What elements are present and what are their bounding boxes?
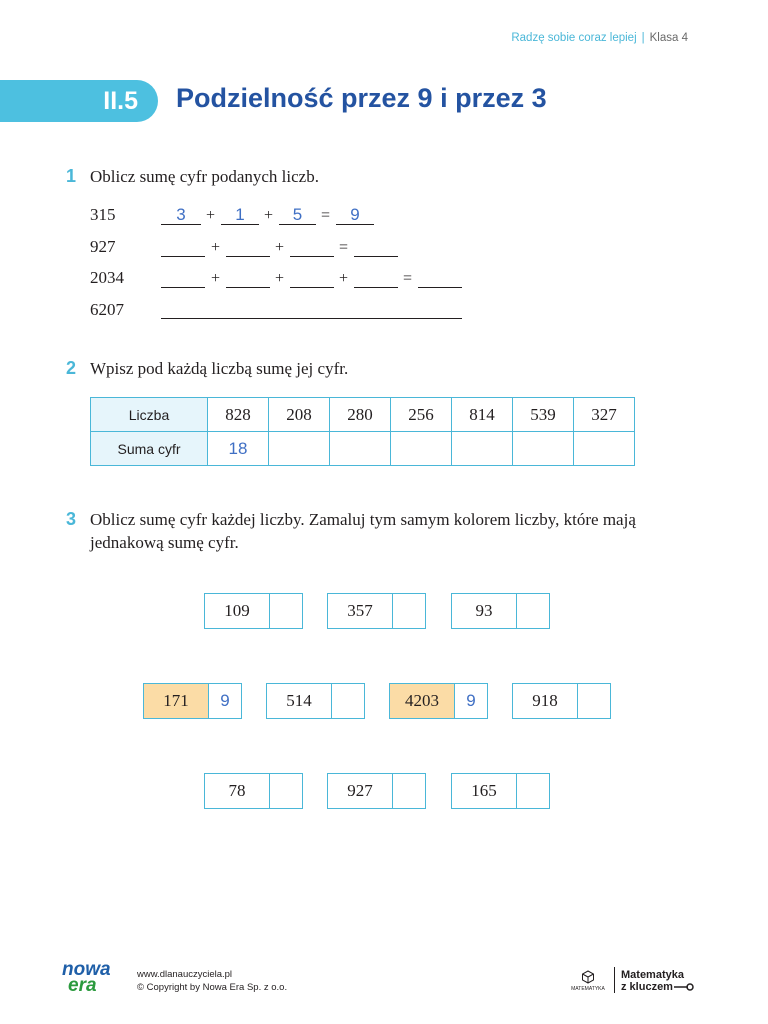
task-1-number: 927 xyxy=(90,237,116,256)
digit-blank[interactable] xyxy=(161,269,205,288)
box-sum[interactable]: 9 xyxy=(220,691,230,710)
lesson-code: II.5 xyxy=(103,86,138,115)
digit-blank[interactable] xyxy=(290,269,334,288)
table-cell-number: 539 xyxy=(513,398,574,432)
box-number: 78 xyxy=(205,774,270,808)
task-3-instruction-line: jednakową sumę cyfr. xyxy=(90,533,239,552)
plus-sign: + xyxy=(211,270,221,287)
number-box[interactable] xyxy=(327,773,426,809)
task-1-number: 315 xyxy=(90,205,116,224)
task-1-instruction: Oblicz sumę cyfr podanych liczb. xyxy=(90,167,319,186)
class-label: Klasa 4 xyxy=(649,32,688,44)
task-number-3: 3 xyxy=(66,509,77,529)
answer-line[interactable] xyxy=(161,300,462,319)
footer-url[interactable]: www.dlanauczyciela.pl xyxy=(137,969,233,980)
number-box[interactable] xyxy=(204,773,303,809)
table-cell-number: 814 xyxy=(452,398,513,432)
page-header xyxy=(511,32,688,44)
number-box[interactable] xyxy=(451,773,550,809)
box-number: 357 xyxy=(328,594,393,628)
plus-sign: + xyxy=(211,239,221,256)
box-number: 93 xyxy=(452,594,517,628)
box-number: 109 xyxy=(205,594,270,628)
digit-blank[interactable]: 1 xyxy=(221,206,259,225)
table-cell-sum[interactable]: 18 xyxy=(208,432,269,466)
digit-blank[interactable]: 5 xyxy=(279,206,316,225)
number-box[interactable] xyxy=(512,683,611,719)
box-sum[interactable] xyxy=(270,774,302,808)
task-number-1: 1 xyxy=(66,166,77,186)
plus-sign: + xyxy=(275,239,285,256)
box-sum[interactable] xyxy=(332,684,364,718)
task-2-instruction: Wpisz pod każdą liczbą sumę jej cyfr. xyxy=(90,359,349,378)
box-number: 514 xyxy=(267,684,332,718)
box-sum[interactable] xyxy=(393,774,425,808)
table-cell-number: 327 xyxy=(574,398,635,432)
plus-sign: + xyxy=(275,270,285,287)
sum-blank[interactable] xyxy=(418,269,462,288)
table-cell-number: 280 xyxy=(330,398,391,432)
equals-sign: = xyxy=(403,270,413,287)
digit-blank[interactable] xyxy=(226,269,270,288)
header-divider: | xyxy=(641,32,645,44)
cube-icon xyxy=(581,970,595,984)
table-cell-sum[interactable] xyxy=(574,432,635,466)
number-box[interactable] xyxy=(143,683,242,719)
box-sum[interactable] xyxy=(578,684,610,718)
box-sum[interactable]: 9 xyxy=(466,691,476,710)
sum-blank[interactable] xyxy=(354,238,398,257)
table-cell-sum[interactable] xyxy=(269,432,330,466)
row-header-number: Liczba xyxy=(91,398,208,432)
table-row xyxy=(91,432,635,466)
footer-copyright: © Copyright by Nowa Era Sp. z o.o. xyxy=(137,982,288,993)
plus-sign: + xyxy=(264,207,274,224)
brand-line-2-wrap xyxy=(621,981,694,993)
table-cell-number: 256 xyxy=(391,398,452,432)
matematyka-small-label: MATEMATYKA xyxy=(571,986,605,992)
box-number: 927 xyxy=(328,774,393,808)
lesson-title: Podzielność przez 9 i przez 3 xyxy=(176,83,547,113)
box-sum[interactable] xyxy=(517,594,549,628)
brand-line-1: Matematyka xyxy=(621,969,684,981)
brand-line-2: z kluczem xyxy=(621,981,673,993)
table-cell-sum[interactable] xyxy=(513,432,574,466)
box-number-highlighted: 4203 xyxy=(390,684,455,718)
matematyka-logo xyxy=(570,970,606,992)
lesson-code-badge xyxy=(0,80,158,122)
box-sum[interactable] xyxy=(270,594,302,628)
equals-sign: = xyxy=(321,207,331,224)
table-cell-sum[interactable] xyxy=(391,432,452,466)
task-3-instruction xyxy=(90,508,636,554)
equals-sign: = xyxy=(339,239,349,256)
key-icon xyxy=(674,983,694,991)
task-1-number: 6207 xyxy=(90,300,124,319)
plus-sign: + xyxy=(339,270,349,287)
digit-sum-table xyxy=(90,397,635,466)
box-sum[interactable] xyxy=(517,774,549,808)
table-cell-sum[interactable] xyxy=(452,432,513,466)
digit-blank[interactable] xyxy=(290,238,334,257)
footer-info xyxy=(137,968,287,994)
logo-bottom-text: era xyxy=(68,975,97,996)
box-number: 165 xyxy=(452,774,517,808)
task-1-number: 2034 xyxy=(90,268,124,287)
nowa-era-logo xyxy=(62,959,111,996)
table-cell-number: 208 xyxy=(269,398,330,432)
number-box[interactable] xyxy=(204,593,303,629)
series-brand xyxy=(621,969,694,993)
table-row xyxy=(91,398,635,432)
digit-blank[interactable]: 3 xyxy=(161,206,201,225)
table-cell-sum[interactable] xyxy=(330,432,391,466)
row-header-sum: Suma cyfr xyxy=(91,432,208,466)
number-box[interactable] xyxy=(327,593,426,629)
digit-blank[interactable] xyxy=(161,238,205,257)
digit-blank[interactable] xyxy=(354,269,398,288)
digit-blank[interactable] xyxy=(226,238,270,257)
plus-sign: + xyxy=(206,207,216,224)
number-box[interactable] xyxy=(451,593,550,629)
sum-blank[interactable]: 9 xyxy=(336,206,374,225)
box-number-highlighted: 171 xyxy=(144,684,209,718)
series-name: Radzę sobie coraz lepiej xyxy=(511,32,637,44)
box-number: 918 xyxy=(513,684,578,718)
table-cell-number: 828 xyxy=(208,398,269,432)
logo-top-text: nowa xyxy=(62,959,111,980)
brand-divider xyxy=(614,967,615,993)
task-number-2: 2 xyxy=(66,358,77,378)
box-sum[interactable] xyxy=(393,594,425,628)
task-3-instruction-line: Oblicz sumę cyfr każdej liczby. Zamaluj tym samym kolorem liczby, które mają xyxy=(90,510,636,529)
number-box[interactable] xyxy=(389,683,488,719)
number-box[interactable] xyxy=(266,683,365,719)
